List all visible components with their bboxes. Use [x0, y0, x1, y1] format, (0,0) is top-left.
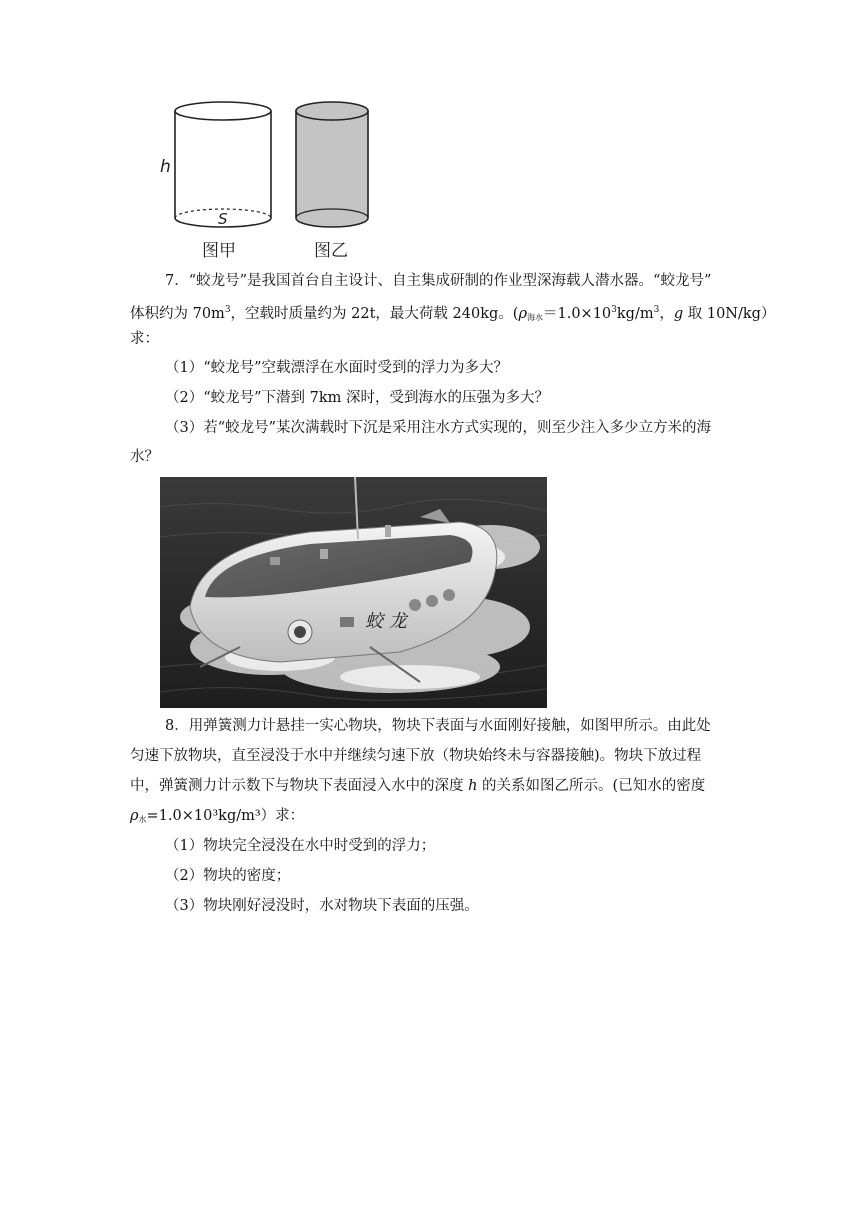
label-h: h	[160, 157, 171, 177]
q7-line1: 7．“蛟龙号”是我国首台自主设计、自主集成研制的作业型深海载人潜水器。“蛟龙号”	[165, 273, 712, 289]
q8-sub1: （1）物块完全浸没在水中时受到的浮力；	[165, 838, 436, 854]
q8-line3: 中，弹簧测力计示数下与物块下表面浸入水中的深度 h 的关系如图乙所示。(已知水的密度	[130, 778, 706, 794]
q7-line2: 体积约为 $70m^3$，空载时质量约为 22t，最大荷载 240kg。($\rho_{海水}=1.0\times 10^3kg/m^3$，g 取 10N/kg）	[130, 305, 776, 322]
q8-sub3: （3）物块刚好浸没时，水对物块下表面的压强。	[165, 898, 479, 914]
q8-line1: 8．用弹簧测力计悬挂一实心物块，物块下表面与水面刚好接触，如图甲所示。由此处	[165, 718, 711, 734]
hull-text: 蛟 龙	[365, 611, 407, 632]
q7-line3: 求：	[130, 331, 159, 347]
q7-sub3-a: （3）若“蛟龙号”某次满载时下沉是采用注水方式实现的，则至少注入多少立方米的海	[165, 420, 712, 436]
q7-sub1: （1）“蛟龙号”空载漂浮在水面时受到的浮力为多大？	[165, 360, 509, 376]
q7-sub2: （2）“蛟龙号”下潜到 7km 深时，受到海水的压强为多大？	[165, 390, 550, 406]
caption-a: 图甲	[202, 241, 236, 261]
cylinder-a	[175, 102, 271, 227]
submersible-photo	[160, 477, 547, 708]
cylinder-figures	[150, 100, 390, 265]
q7-sub3-b: 水？	[130, 449, 159, 465]
q8-line2: 匀速下放物块，直至浸没于水中并继续匀速下放（物块始终未与容器接触)。物块下放过程	[130, 748, 702, 764]
label-s: S	[218, 210, 228, 228]
cylinder-b	[296, 102, 368, 227]
caption-b: 图乙	[314, 241, 348, 261]
q8-line4: $\rho_水=1.0\times 10^3kg/m^3$）求：	[130, 808, 305, 824]
q8-sub2: （2）物块的密度；	[165, 868, 291, 884]
